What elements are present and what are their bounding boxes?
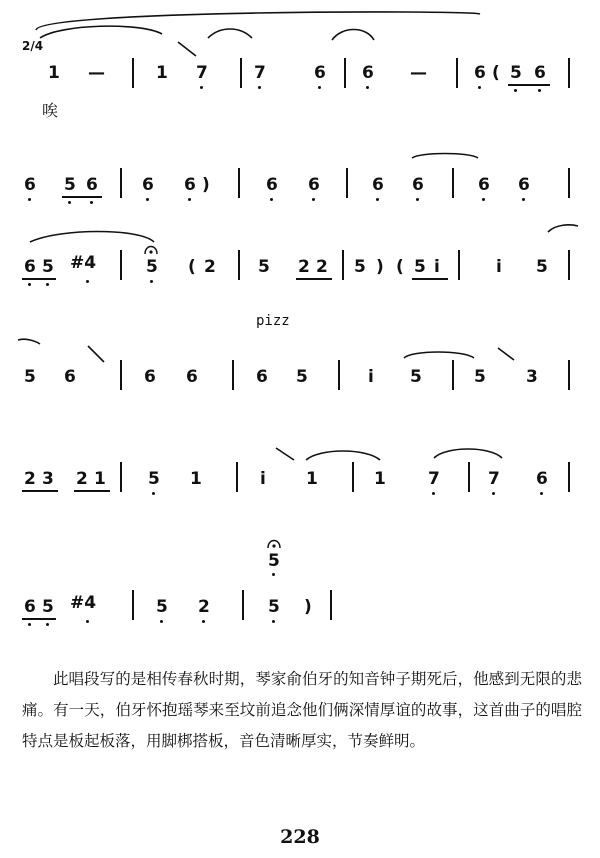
barline <box>568 168 570 198</box>
barline <box>568 58 570 88</box>
barline <box>238 250 240 280</box>
note: 5 <box>268 597 280 617</box>
page-number: 228 <box>280 826 320 848</box>
description-paragraph: 此唱段写的是相传春秋时期，琴家俞伯牙的知音钟子期死后，他感到无限的悲痛。有一天，伯牙怀抱瑶琴来至坟前追念他们俩深情厚谊的故事，这首曲子的唱腔特点是板起板落，用脚梆搭板，音色清晰厚实，节奏鲜明。 <box>22 670 582 750</box>
note: 1 <box>190 469 202 489</box>
slur <box>404 352 474 358</box>
note: 2 <box>76 469 88 489</box>
paren: ( <box>188 257 196 277</box>
slur <box>88 346 104 362</box>
dash: — <box>410 63 427 83</box>
barline <box>352 462 354 492</box>
note-high: i <box>260 469 266 489</box>
note: 6 <box>186 367 198 387</box>
lyric: 唉 <box>42 101 59 120</box>
barline <box>342 250 344 280</box>
barline <box>346 168 348 198</box>
barline <box>120 250 122 280</box>
note: 3 <box>42 469 54 489</box>
note: 1 <box>306 469 318 489</box>
note: 6 <box>144 367 156 387</box>
barline <box>330 590 332 620</box>
barline <box>456 58 458 88</box>
barline <box>568 250 570 280</box>
slur <box>178 42 196 56</box>
note: 1 <box>374 469 386 489</box>
note-high: i <box>434 257 440 277</box>
paren: ) <box>304 597 312 617</box>
note: 1 <box>94 469 106 489</box>
barline <box>120 168 122 198</box>
note: 6 <box>266 175 278 195</box>
slur <box>434 449 502 458</box>
slur <box>40 26 162 38</box>
note-high: i <box>496 257 502 277</box>
note: 6 <box>536 469 548 489</box>
note: 5 <box>146 257 158 277</box>
note: 2 <box>198 597 210 617</box>
note: 6 <box>412 175 424 195</box>
slur <box>276 448 294 460</box>
note: 7 <box>254 63 266 83</box>
note: 5 <box>536 257 548 277</box>
note: 6 <box>308 175 320 195</box>
slur <box>498 348 514 360</box>
note: 5 <box>296 367 308 387</box>
barline <box>238 168 240 198</box>
time-signature: 2/4 <box>22 39 44 53</box>
barline <box>458 250 460 280</box>
barline <box>568 462 570 492</box>
note: 7 <box>428 469 440 489</box>
barline <box>338 360 340 390</box>
note: 6 <box>142 175 154 195</box>
paren: ( <box>492 63 500 83</box>
paren: ) <box>376 257 384 277</box>
barline <box>232 360 234 390</box>
barline <box>568 360 570 390</box>
note-sharp: #4 <box>70 593 97 613</box>
barline <box>132 590 134 620</box>
fermata-note: 5 <box>268 551 280 571</box>
slur <box>30 232 154 243</box>
note: 5 <box>410 367 422 387</box>
note: 6 <box>64 367 76 387</box>
note: 6 <box>362 63 374 83</box>
note: 6 <box>184 175 196 195</box>
paren: ) <box>202 175 210 195</box>
note: 6 <box>314 63 326 83</box>
barline <box>240 58 242 88</box>
note: 6 <box>478 175 490 195</box>
barline <box>236 462 238 492</box>
barline <box>120 360 122 390</box>
slur <box>306 451 380 460</box>
note: 6 <box>372 175 384 195</box>
note: 5 <box>414 257 426 277</box>
pizz-marking: pizz <box>256 313 290 329</box>
note: 7 <box>488 469 500 489</box>
note: 2 <box>298 257 310 277</box>
note: 5 <box>64 175 76 195</box>
barline <box>120 462 122 492</box>
note-high: i <box>368 367 374 387</box>
note: 1 <box>48 63 60 83</box>
note: 6 <box>474 63 486 83</box>
note: 6 <box>24 597 36 617</box>
note: 5 <box>42 257 54 277</box>
note: 6 <box>24 257 36 277</box>
note: 5 <box>156 597 168 617</box>
note: 3 <box>526 367 538 387</box>
note: 5 <box>24 367 36 387</box>
barline <box>452 168 454 198</box>
slur <box>18 339 40 344</box>
note: 6 <box>518 175 530 195</box>
note: 6 <box>86 175 98 195</box>
slur <box>548 225 578 232</box>
paren: ( <box>396 257 404 277</box>
note: 5 <box>258 257 270 277</box>
note: 7 <box>196 63 208 83</box>
note: 5 <box>354 257 366 277</box>
note-sharp: #4 <box>70 253 97 273</box>
note: 2 <box>24 469 36 489</box>
note: 6 <box>24 175 36 195</box>
note: 1 <box>156 63 168 83</box>
note: 5 <box>148 469 160 489</box>
note: 6 <box>256 367 268 387</box>
note: 2 <box>204 257 216 277</box>
slur <box>412 154 478 159</box>
long-phrase-slur <box>36 12 480 30</box>
barline <box>242 590 244 620</box>
barline <box>344 58 346 88</box>
note: 6 <box>534 63 546 83</box>
note: 5 <box>510 63 522 83</box>
barline <box>132 58 134 88</box>
note: 5 <box>42 597 54 617</box>
slur <box>332 30 374 41</box>
dash: — <box>88 63 105 83</box>
barline <box>452 360 454 390</box>
barline <box>468 462 470 492</box>
note: 2 <box>316 257 328 277</box>
note: 5 <box>474 367 486 387</box>
slur <box>208 29 252 38</box>
